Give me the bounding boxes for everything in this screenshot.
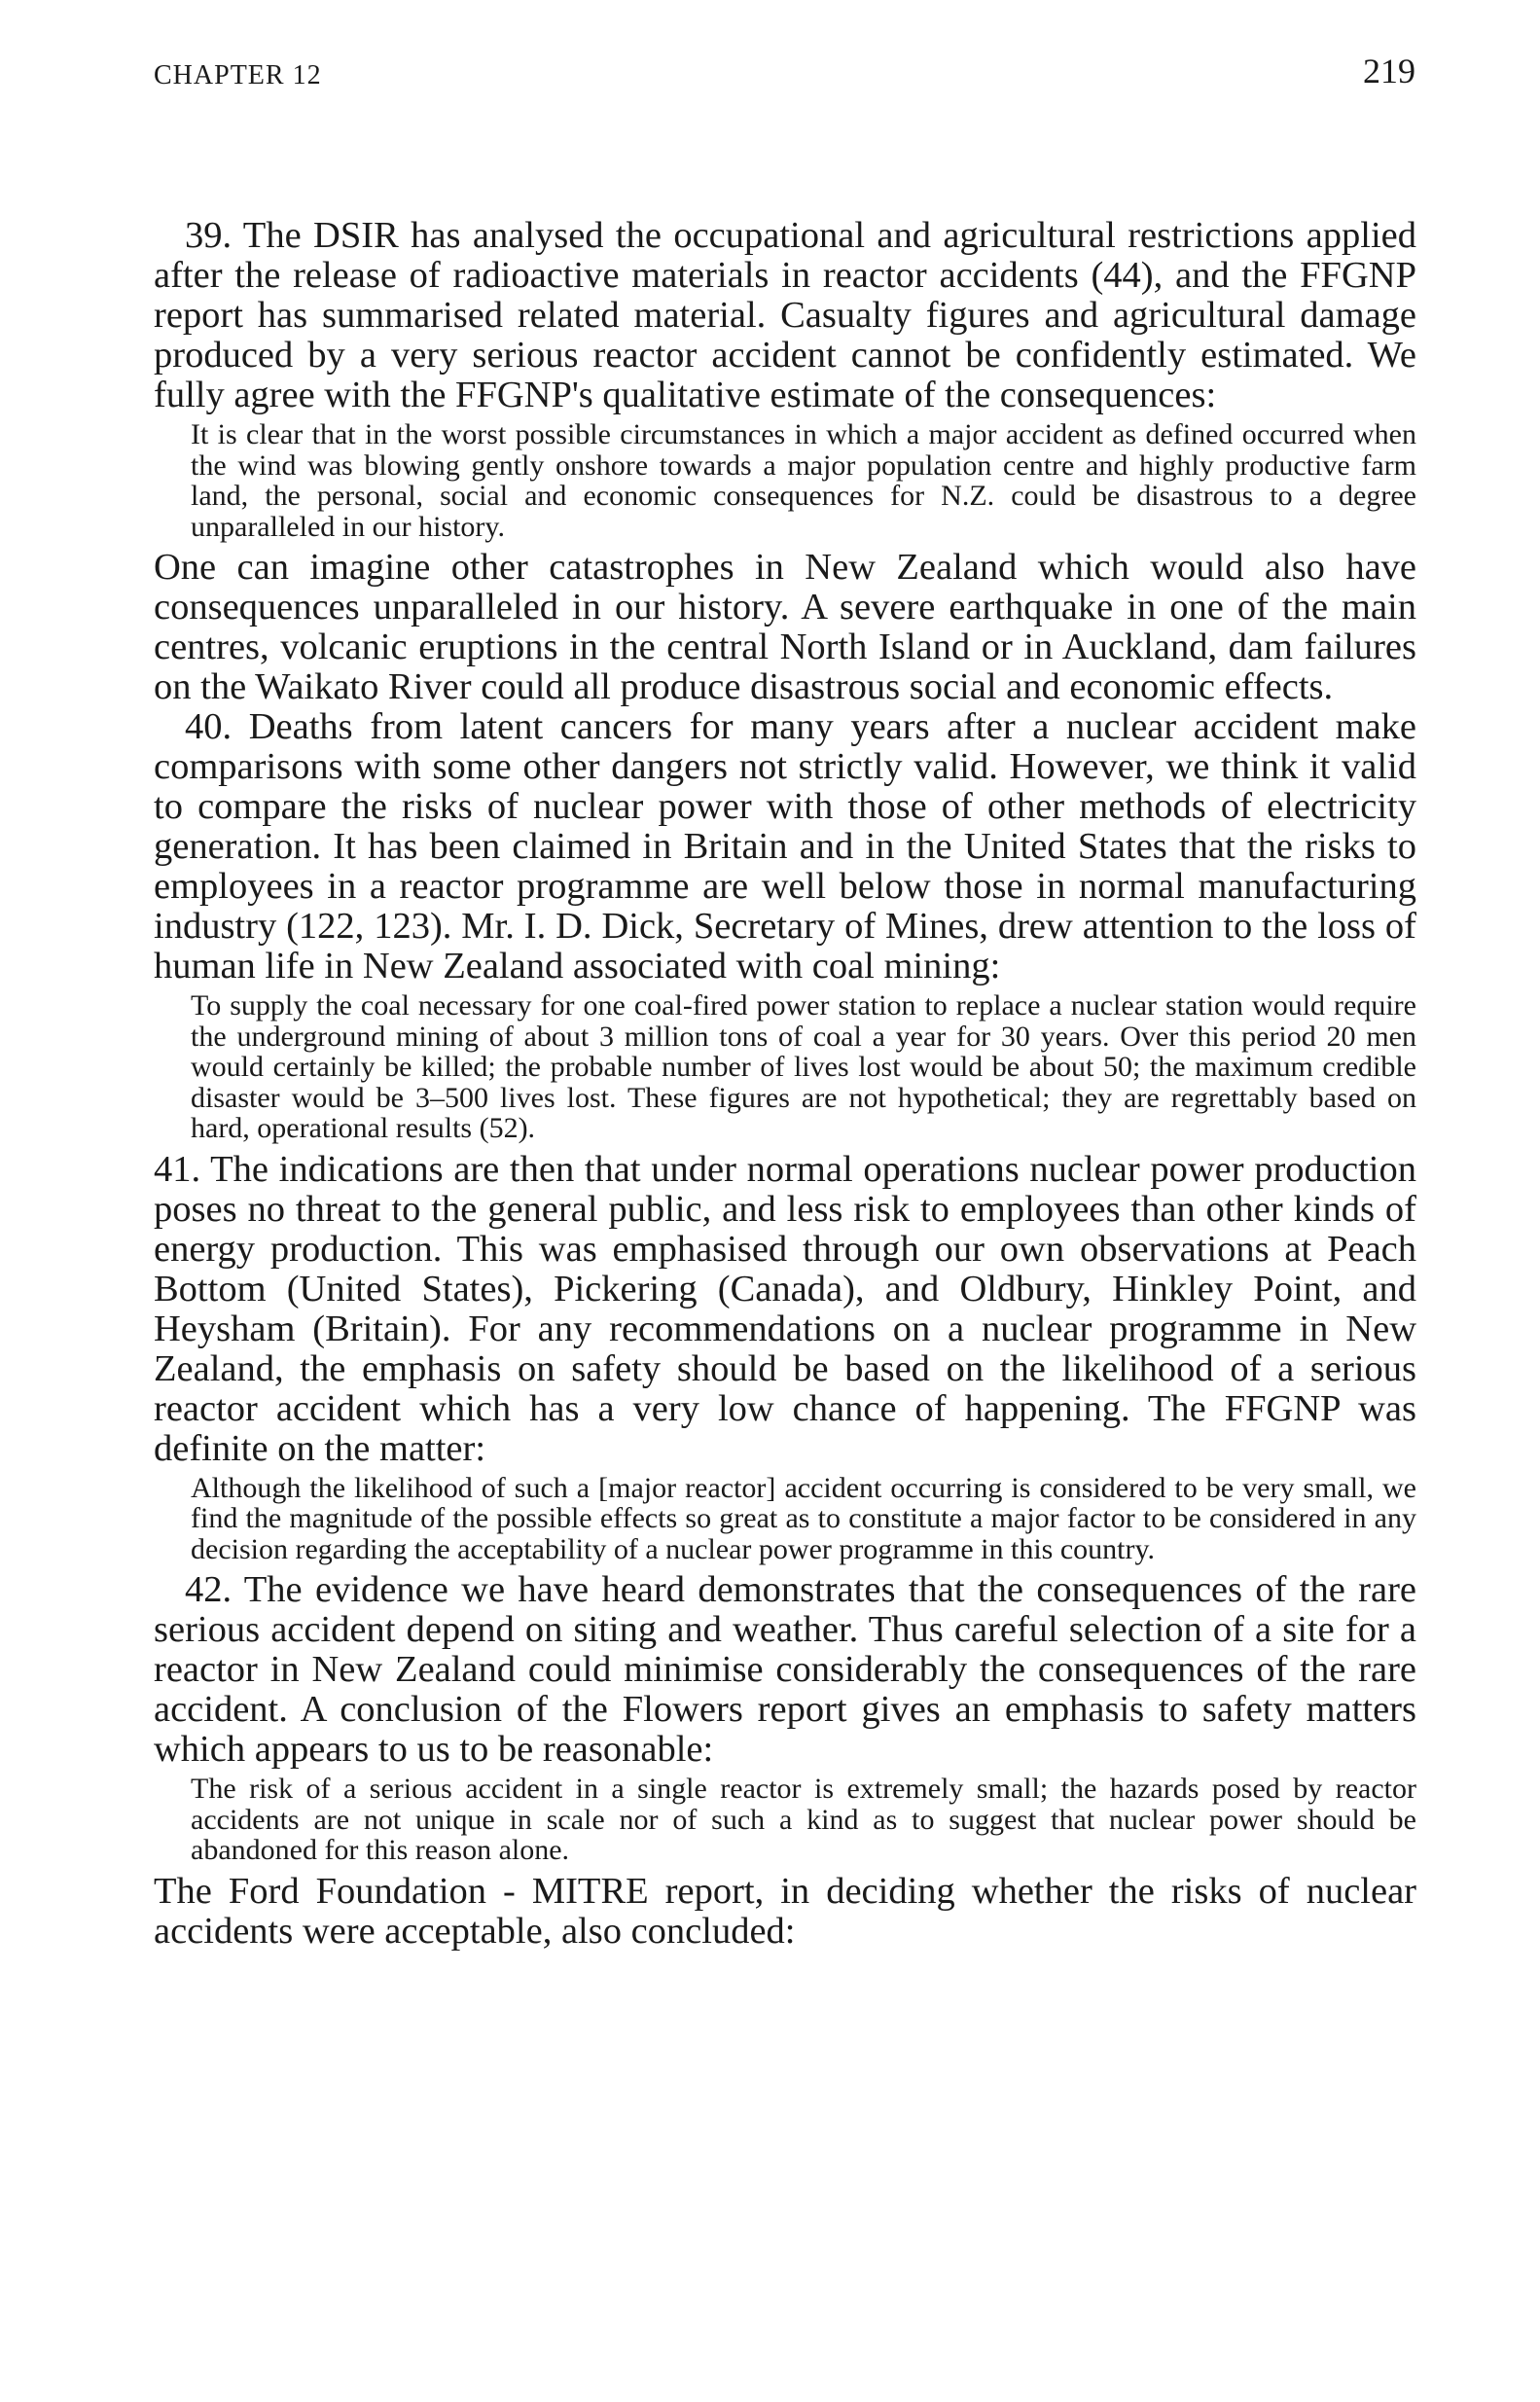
quote-ffgnp-consequences: It is clear that in the worst possible circumstances in which a major accident as defined occurred when the wind was blowing gently onshore towards a major population centre and highly productive farm land, the personal, social and economic consequences for N.Z. could be disastrous to a degree unparalleled in our history. [191,418,1416,543]
paragraph-39: 39. The DSIR has analysed the occupational and agricultural restrictions applied after the release of radioactive materials in reactor accidents (44), and the FFGNP report has summarised related material. Casualty figures and agricultural damage produced by a very serious reactor accident cannot be confidently estimated. We fully agree with the FFGNP's qualitative estimate of the consequences: [154,215,1416,415]
quote-ffgnp-likelihood: Although the likelihood of such a [major reactor] accident occurring is considered to be very small, we find the magnitude of the possible effects so great as to constitute a major factor to be considered in any decision regarding the acceptability of a nuclear power programme in this country. [191,1471,1416,1565]
page-header [154,51,1415,99]
paragraph-41: 41. The indications are then that under normal operations nuclear power production poses no threat to the general public, and less risk to employees than other kinds of energy production. This was emphasised through our own observations at Peach Bottom (United States), Pickering (Canada), and Oldbury, Hinkley Point, and Heysham (Britain). For any recommendations on a nuclear programme in New Zealand, the emphasis on safety should be based on the likelihood of a serious reactor accident which has a very low chance of happening. The FFGNP was definite on the matter: [154,1148,1416,1469]
page-number: 219 [1363,52,1415,90]
paragraph-39-continued: One can imagine other catastrophes in New Zealand which would also have consequences unparalleled in our history. A severe earthquake in one of the main centres, volcanic eruptions in the central North Island or in Auckland, dam failures on the Waikato River could all produce disastrous social and economic effects. [154,547,1416,707]
body-text [154,216,1416,1952]
quote-flowers-report: The risk of a serious accident in a single reactor is extremely small; the hazards posed by reactor accidents are not unique in scale nor of such a kind as to suggest that nuclear power should be abandoned for this reason alone. [191,1773,1416,1866]
paragraph-40: 40. Deaths from latent cancers for many years after a nuclear accident make comparisons with some other dangers not strictly valid. However, we think it valid to compare the risks of nuclear power with those of other methods of electricity generation. It has been claimed in Britain and in the United States that the risks to employees in a reactor programme are well below those in normal manufacturing industry (122, 123). Mr. I. D. Dick, Secretary of Mines, drew attention to the loss of human life in New Zealand associated with coal mining: [154,706,1416,986]
running-head: CHAPTER 12 [154,60,322,90]
quote-coal-mining: To supply the coal necessary for one coal-fired power station to replace a nuclear station would require the underground mining of about 3 million tons of coal a year for 30 years. Over this period 20 men would certainly be killed; the probable number of lives lost would be about 50; the maximum credible disaster would be 3–500 lives lost. These figures are not hypothetical; they are regrettably based on hard, operational results (52). [191,989,1416,1144]
paragraph-42-continued: The Ford Foundation - MITRE report, in deciding whether the risks of nuclear accidents were acceptable, also concluded: [154,1870,1416,1952]
paragraph-42: 42. The evidence we have heard demonstrates that the consequences of the rare serious accident depend on siting and weather. Thus careful selection of a site for a reactor in New Zealand could minimise considerably the consequences of the rare accident. A conclusion of the Flowers report gives an emphasis to safety matters which appears to us to be reasonable: [154,1569,1416,1770]
